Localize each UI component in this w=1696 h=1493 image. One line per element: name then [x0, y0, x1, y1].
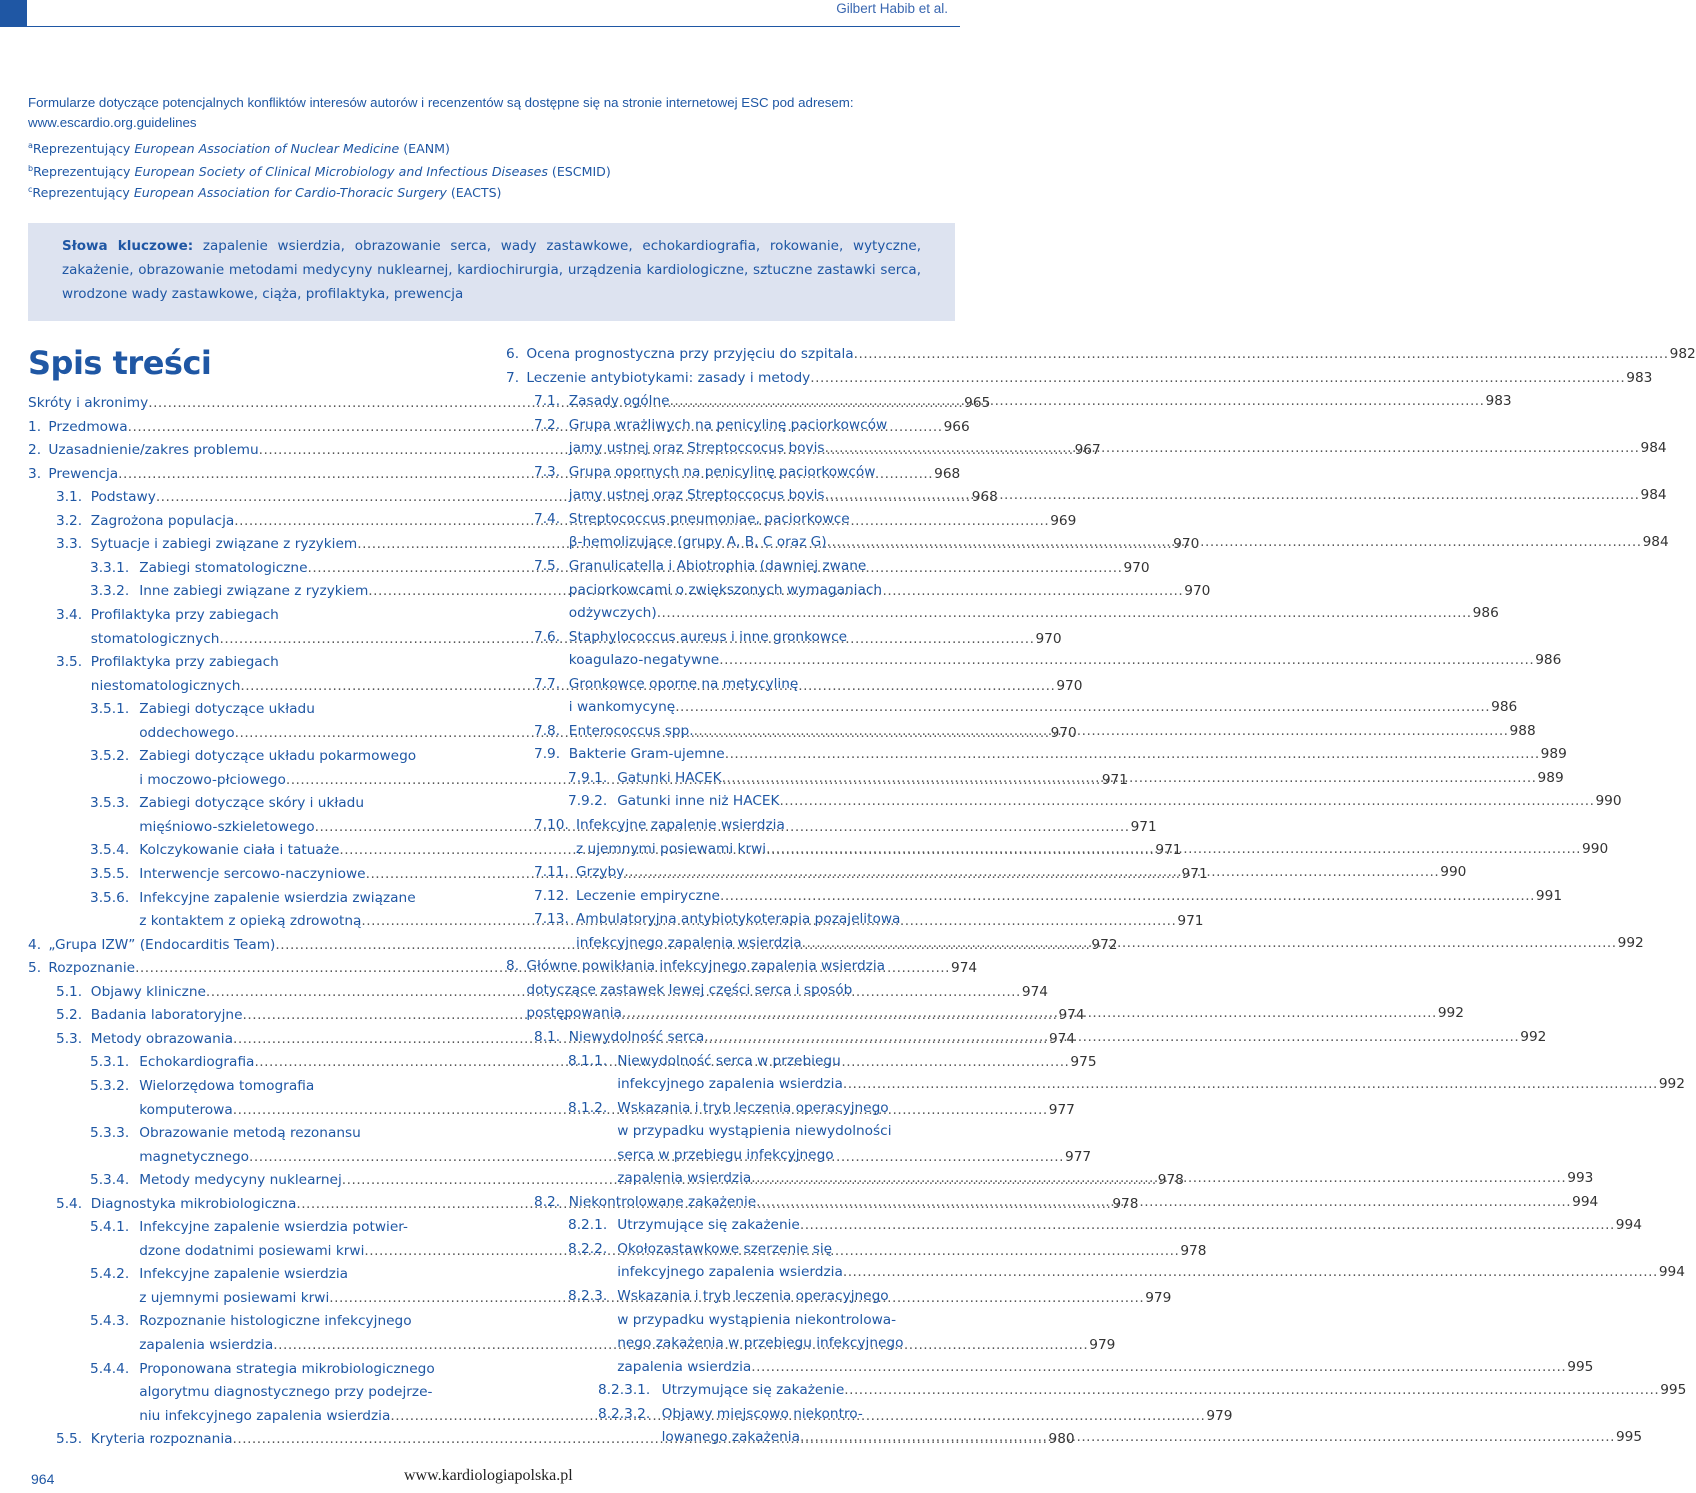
header-rule [27, 26, 960, 27]
toc-entry[interactable] [617, 1261, 1685, 1284]
toc-entry[interactable] [569, 579, 953, 602]
toc-entry-title: Wskazania i tryb leczenia operacyjnego [617, 1099, 889, 1116]
toc-entry-title: Okołozastawkowe szerzenie się [617, 1240, 833, 1257]
toc-entry-title: Staphylococcus aureus i inne gronkowce [568, 628, 848, 645]
toc-entry-title: mięśniowo-szkieletowego [139, 818, 315, 835]
toc-entry-title: Gronkowce oporne na metycylinę [568, 675, 799, 692]
toc-entry-title: Infekcyjne zapalenie wsierdzia [576, 817, 785, 833]
toc-entry-page: 990 [1440, 864, 1467, 881]
toc-entry-page: 970 [1123, 559, 1150, 576]
toc-entry-page: 971 [1155, 842, 1182, 859]
toc-entry-page: 993 [1567, 1170, 1594, 1187]
toc-entry[interactable] [598, 1379, 1687, 1402]
toc-entry[interactable] [139, 1381, 478, 1404]
toc-entry-title: Zagrożona populacja [90, 512, 235, 529]
toc-entry-title: infekcyjnego zapalenia wsierdzia [617, 1264, 843, 1281]
toc-entry-page: 991 [1535, 887, 1563, 904]
toc-entry-title: jamy ustnej oraz Streptoccocus bovis [568, 487, 825, 504]
toc-entry-title: z ujemnymi posiewami krwi [576, 840, 767, 857]
toc-entry[interactable] [90, 1263, 478, 1286]
toc-leader-dots [810, 367, 1625, 390]
toc-leader-dots [622, 1002, 1437, 1025]
toc-entry[interactable] [526, 979, 953, 1002]
toc-entry-title: Proponowana strategia mikrobiologicznego [139, 1360, 435, 1377]
toc-entry-page: 992 [1437, 1005, 1464, 1022]
toc-entry-page: 970 [1056, 677, 1083, 694]
toc-entry[interactable] [534, 461, 953, 484]
toc-entry-number: 3.5.1. [90, 701, 130, 718]
toc-entry-title: β-hemolizujące (grupy A, B, C oraz G) [568, 534, 827, 551]
toc-entry-title: Kolczykowanie ciała i tatuaże [139, 842, 340, 859]
toc-entry[interactable] [568, 790, 1622, 813]
toc-entry-title: Zabiegi stomatologiczne [139, 559, 308, 576]
toc-entry[interactable] [617, 1073, 1685, 1096]
toc-entry-number: 7. [506, 369, 520, 386]
toc-entry-page: 970 [1184, 583, 1211, 600]
toc-entry[interactable] [617, 1120, 953, 1143]
toc-entry[interactable] [506, 367, 1653, 390]
toc-entry-page: 979 [1089, 1337, 1116, 1353]
toc-leader-dots [854, 343, 1669, 366]
toc-entry-title: i moczowo-płciowego [139, 771, 286, 788]
toc-entry[interactable] [90, 887, 478, 910]
toc-entry-title: postępowania [526, 1005, 622, 1022]
toc-entry-number: 8.2.3.2. [598, 1405, 651, 1422]
toc-leader-dots [800, 1426, 1615, 1449]
toc-entry[interactable] [568, 602, 1499, 625]
toc-entry[interactable] [568, 1238, 953, 1261]
toc-entry-title: zapalenia wsierdzia [617, 1358, 752, 1375]
toc-entry-title: Enterococcus spp. [568, 722, 694, 739]
toc-entry-title: Niewydolność serca [568, 1028, 705, 1045]
toc-entry-page: 971 [1181, 866, 1208, 882]
toc-entry-page: 977 [1048, 1101, 1075, 1118]
toc-entry-number: 7.2. [534, 416, 561, 433]
footer-url: www.kardiologiapolska.pl [404, 1467, 573, 1484]
toc-entry[interactable] [56, 604, 478, 627]
toc-entry-number: 7.13. [534, 911, 569, 928]
toc-entry[interactable] [90, 745, 478, 768]
toc-entry-page: 972 [1091, 936, 1118, 953]
toc-entry-title: Utrzymujące się zakażenie [661, 1382, 845, 1399]
toc-entry-number: 8.2.3. [568, 1288, 608, 1304]
toc-entry-number: 1. [28, 418, 42, 435]
toc-entry-title: nego zakażenia w przebiegu infekcyjnego [617, 1335, 904, 1352]
toc-leader-dots [657, 602, 1472, 625]
toc-entry-number: 3.5.5. [90, 866, 130, 882]
toc-entry[interactable] [90, 1216, 478, 1239]
toc-entry-title: Niewydolność serca w przebiegu [617, 1052, 841, 1069]
toc-entry-number: 5.3.3. [90, 1125, 130, 1142]
toc-entry-page: 986 [1491, 699, 1518, 716]
keywords-box [28, 223, 955, 321]
toc-entry-title: Rozpoznanie [48, 960, 136, 977]
toc-entry-page: 988 [1509, 722, 1536, 739]
toc-entry-page: 983 [1485, 393, 1512, 410]
toc-entry[interactable] [534, 814, 953, 837]
toc-entry-title: Echokardiografia [139, 1054, 255, 1071]
toc-entry-number: 7.10. [534, 817, 569, 833]
toc-entry[interactable] [568, 649, 1562, 672]
toc-entry-number: 3.3. [56, 536, 83, 553]
toc-entry-title: z ujemnymi posiewami krwi [139, 1289, 330, 1306]
toc-entry[interactable] [617, 1144, 953, 1167]
toc-entry-title: Infekcyjne zapalenie wsierdzia potwier- [139, 1219, 408, 1236]
toc-leader-dots [802, 932, 1617, 955]
affiliation-c: $^c$Reprezentujący European Association for Cardio-Thoracic Surgery (EACTS) [28, 185, 502, 200]
toc-entry-title: Przedmowa [48, 418, 128, 435]
toc-entry-number: 7.7. [534, 675, 561, 692]
toc-entry-title: Badania laboratoryjne [90, 1007, 243, 1024]
toc-entry-title: z kontaktem z opieką zdrowotną [139, 913, 362, 930]
toc-entry-title: Skróty i akronimy [28, 395, 149, 411]
toc-entry[interactable] [56, 651, 478, 674]
toc-entry-title: Inne zabiegi związane z ryzykiem [139, 583, 369, 600]
toc-entry-number: 5.3.4. [90, 1172, 130, 1189]
toc-entry-page: 984 [1642, 534, 1669, 551]
toc-entry-title: infekcyjnego zapalenia wsierdzia [576, 934, 802, 951]
toc-entry-title: w przypadku wystąpienia niewydolności [617, 1123, 892, 1140]
toc-entry-number: 5.3. [56, 1030, 83, 1047]
toc-entry-number: 7.9. [534, 746, 561, 763]
toc-entry-title: Główne powikłania infekcyjnego zapalenia wsierdzia [526, 958, 886, 975]
toc-leader-dots [800, 1214, 1615, 1237]
toc-entry-page: 967 [1074, 442, 1101, 459]
toc-entry-title: Leczenie empiryczne [576, 887, 720, 904]
toc-entry-number: 5.5. [56, 1431, 83, 1448]
toc-entry-number: 3.5.4. [90, 842, 130, 859]
toc-entry-page: 986 [1535, 652, 1562, 669]
toc-entry-page: 968 [971, 489, 998, 506]
toc-entry-page: 995 [1660, 1382, 1687, 1399]
toc-entry[interactable] [90, 698, 478, 721]
toc-leader-dots [844, 1379, 1659, 1402]
toc-entry-page: 984 [1640, 440, 1667, 457]
toc-entry-number: 6. [506, 346, 520, 362]
toc-entry-page: 990 [1582, 840, 1609, 857]
toc-entry-number: 3.4. [56, 606, 83, 623]
toc-entry-number: 8.2.1. [568, 1217, 608, 1234]
toc-entry[interactable] [534, 743, 1567, 766]
toc-entry-page: 983 [1626, 369, 1653, 386]
toc-entry-number: 5.3.2. [90, 1077, 130, 1094]
toc-entry[interactable] [598, 1403, 953, 1426]
toc-entry-title: zapalenia wsierdzia [617, 1170, 752, 1187]
toc-entry-number: 5.3.1. [90, 1054, 130, 1071]
toc-entry-page: 982 [1669, 346, 1696, 362]
toc-entry[interactable] [534, 885, 1563, 908]
toc-entry-number: 3.3.1. [90, 559, 130, 576]
toc-entry-title: komputerowa [139, 1101, 233, 1118]
toc-entry-title: Bakterie Gram-ujemne [568, 746, 725, 763]
toc-entry[interactable] [90, 792, 478, 815]
toc-entry-number: 5.4.3. [90, 1313, 130, 1330]
toc-entry[interactable] [90, 1358, 478, 1381]
toc-entry-number: 3.2. [56, 512, 83, 529]
toc-leader-dots [624, 861, 1439, 884]
toc-entry-number: 3.5. [56, 654, 83, 671]
toc-entry-number: 8.1.1. [568, 1052, 608, 1069]
toc-entry-title: lowanego zakażenia [661, 1429, 800, 1446]
toc-leader-dots [843, 1073, 1658, 1096]
toc-entry-title: Wielorzędowa tomografia [139, 1077, 315, 1094]
toc-entry-number: 4. [28, 936, 42, 953]
toc-entry-number: 3.5.3. [90, 795, 130, 812]
toc-entry-page: 989 [1537, 769, 1564, 786]
toc-entry-page: 992 [1520, 1028, 1547, 1045]
running-header-author: Gilbert Habib et al. [836, 1, 948, 16]
toc-entry-page: 990 [1595, 793, 1622, 810]
toc-entry-page: 965 [964, 395, 991, 411]
toc-entry-title: Interwencje sercowo-naczyniowe [139, 866, 366, 882]
toc-leader-dots [827, 531, 1642, 554]
toc-entry-number: 7.5. [534, 557, 561, 574]
toc-entry-number: 3.1. [56, 489, 83, 506]
toc-entry-title: Infekcyjne zapalenie wsierdzia [139, 1266, 349, 1283]
toc-entry-title: Podstawy [90, 489, 156, 506]
toc-entry[interactable] [534, 508, 953, 531]
toc-entry-number: 7.9.1. [568, 769, 608, 786]
toc-entry-page: 986 [1472, 605, 1499, 622]
toc-entry-number: 7.4. [534, 510, 561, 527]
toc-entry-page: 980 [1048, 1431, 1075, 1448]
toc-entry-title: Kryteria rozpoznania [90, 1431, 233, 1448]
toc-entry-page: 979 [1206, 1407, 1233, 1424]
toc-entry-page: 975 [1070, 1054, 1097, 1071]
toc-entry-number: 3.5.6. [90, 889, 130, 906]
toc-leader-dots [720, 885, 1535, 908]
toc-leader-dots [719, 649, 1534, 672]
toc-entry[interactable] [506, 343, 1696, 366]
toc-entry-page: 978 [1112, 1195, 1139, 1212]
toc-leader-dots [675, 696, 1490, 719]
toc-title: Spis treści [28, 344, 212, 382]
toc-entry-title: zapalenia wsierdzia [139, 1337, 274, 1353]
toc-entry[interactable] [617, 1309, 953, 1332]
toc-entry[interactable] [90, 1075, 478, 1098]
toc-entry-page: 995 [1615, 1429, 1643, 1446]
toc-entry-title: dotyczące zastawek lewej części serca i sposób [526, 981, 853, 998]
toc-entry-page: 966 [943, 418, 970, 435]
toc-entry-title: dzone dodatnimi posiewami krwi [139, 1242, 365, 1259]
toc-entry-title: infekcyjnego zapalenia wsierdzia [617, 1076, 843, 1093]
toc-leader-dots [780, 790, 1595, 813]
toc-entry-title: Objawy kliniczne [90, 983, 206, 1000]
toc-entry-page: 971 [1130, 818, 1157, 835]
toc-entry-number: 7.12. [534, 887, 569, 904]
toc-entry-title: Sytuacje i zabiegi związane z ryzykiem [90, 536, 358, 553]
toc-entry-title: Profilaktyka przy zabiegach [90, 654, 279, 671]
toc-entry[interactable] [534, 908, 953, 931]
toc-entry-title: Prewencja [48, 465, 119, 482]
toc-entry-title: Zabiegi dotyczące skóry i układu [139, 795, 365, 812]
toc-entry-page: 971 [1177, 913, 1204, 930]
toc-entry-title: Wskazania i tryb leczenia operacyjnego [617, 1288, 889, 1304]
toc-entry-number: 8.1. [534, 1028, 561, 1045]
toc-entry-page: 994 [1658, 1264, 1685, 1281]
toc-entry[interactable] [568, 1050, 953, 1073]
keywords-text: Słowa kluczowe: zapalenie wsierdzia, obrazowanie serca, wady zastawkowe, echokardiografia, rokowanie, wytyczne, zakażenie, obrazowanie metodami medycyny nuklearnej, kardiochirurgia, urządzenia kardiologiczne, sztuczne zastawki serca, wrodzone wady zastawkowe, ciąża, profilaktyka, prewencja [62, 238, 921, 302]
toc-entry-number: 7.6. [534, 628, 561, 645]
toc-entry-number: 8.2.2. [568, 1240, 608, 1257]
toc-entry[interactable] [534, 626, 953, 649]
toc-entry-title: algorytmu diagnostycznego przy podejrze- [139, 1384, 433, 1401]
toc-entry-number: 2. [28, 442, 42, 459]
toc-entry-title: Metody medycyny nuklearnej [139, 1172, 342, 1189]
toc-entry-number: 5.4. [56, 1195, 83, 1212]
toc-entry-title: Diagnostyka mikrobiologiczna [90, 1195, 297, 1212]
toc-entry-page: 977 [1064, 1148, 1092, 1165]
disclosure-note: Formularze dotyczące potencjalnych konfliktów interesów autorów i recenzentów są dostępne się na stronie internetowej ESC pod adresem: www.escardio.org.guidelines [28, 95, 854, 130]
toc-entry-number: 7.8. [534, 722, 561, 739]
toc-entry-title: Objawy miejscowo niekontro- [661, 1405, 863, 1422]
toc-entry[interactable] [534, 555, 953, 578]
toc-entry-title: Gatunki HACEK [617, 769, 722, 786]
toc-entry-page: 968 [934, 465, 961, 482]
keywords-label: Słowa kluczowe: [62, 238, 194, 254]
toc-entry-number: 7.9.2. [568, 793, 608, 810]
toc-entry-title: Metody obrazowania [90, 1030, 233, 1047]
toc-entry-page: 974 [951, 960, 978, 977]
toc-entry-title: stomatologicznych [90, 630, 220, 647]
toc-entry-title: Profilaktyka przy zabiegach [90, 606, 279, 623]
toc-entry-number: 7.3. [534, 463, 561, 480]
toc-entry-number: 5.1. [56, 983, 83, 1000]
toc-entry-title: koagulazo-negatywne [568, 652, 720, 669]
toc-entry-title: niestomatologicznych [90, 677, 241, 694]
toc-leader-dots [670, 390, 1485, 413]
toc-leader-dots [825, 437, 1640, 460]
toc-entry-page: 970 [1050, 724, 1077, 741]
toc-entry-title: paciorkowcami o zwiększonych wymaganiach [568, 581, 883, 598]
toc-entry-title: Niekontrolowane zakażenie [568, 1193, 757, 1210]
toc-leader-dots [751, 1356, 1566, 1379]
toc-entry[interactable] [90, 1122, 478, 1145]
toc-entry-title: Infekcyjne zapalenie wsierdzia związane [139, 889, 416, 906]
toc-entry-title: Zabiegi dotyczące układu pokarmowego [139, 748, 417, 765]
toc-entry-number: 8. [506, 958, 520, 975]
toc-entry-title: Zabiegi dotyczące układu [139, 701, 315, 718]
toc-entry-title: Ocena prognostyczna przy przyjęciu do szpitala [526, 346, 854, 362]
toc-entry-title: Ambulatoryjna antybiotykoterapia pozajelitowa [576, 911, 901, 928]
toc-entry-title: Leczenie antybiotykami: zasady i metody [526, 369, 811, 386]
affiliation-a: $^a$Reprezentujący European Association of Nuclear Medicine (EANM) [28, 141, 450, 156]
toc-entry-page: 978 [1180, 1242, 1207, 1259]
toc-entry-page: 970 [1173, 536, 1200, 553]
toc-leader-dots [843, 1261, 1658, 1284]
toc-entry-page: 994 [1615, 1217, 1642, 1234]
toc-leader-dots [751, 1167, 1566, 1190]
toc-entry-page: 970 [1035, 630, 1062, 647]
toc-entry[interactable] [90, 1310, 478, 1333]
toc-leader-dots [694, 720, 1509, 743]
toc-entry[interactable] [506, 955, 953, 978]
toc-entry-title: Grupa wrażliwych na penicylinę paciorkowców [568, 416, 888, 433]
toc-entry-title: Obrazowanie metodą rezonansu [139, 1125, 361, 1142]
toc-entry-number: 5.4.2. [90, 1266, 130, 1283]
toc-entry[interactable] [534, 673, 953, 696]
toc-entry-title: Zasady ogólne [568, 393, 670, 410]
toc-entry-number: 8.2.3.1. [598, 1382, 651, 1399]
toc-entry-title: Grupa opornych na penicylinę paciorkowców [568, 463, 876, 480]
toc-entry[interactable] [568, 1285, 953, 1308]
toc-entry-number: 5. [28, 960, 42, 977]
toc-entry-page: 995 [1567, 1358, 1594, 1375]
toc-leader-dots [756, 1191, 1571, 1214]
toc-entry-title: jamy ustnej oraz Streptoccocus bovis [568, 440, 825, 457]
toc-entry-number: 3.5.2. [90, 748, 130, 765]
toc-leader-dots [825, 484, 1640, 507]
toc-leader-dots [722, 767, 1537, 790]
toc-entry-title: „Grupa IZW” (Endocarditis Team) [48, 936, 276, 953]
toc-entry-title: Grzyby [576, 864, 625, 881]
toc-entry-page: 978 [1157, 1172, 1184, 1189]
toc-entry-page: 984 [1640, 487, 1667, 504]
toc-entry[interactable] [617, 1356, 1594, 1379]
toc-leader-dots [704, 1026, 1519, 1049]
toc-entry-title: Streptococcus pneumoniae, paciorkowce [568, 510, 850, 527]
toc-leader-dots [725, 743, 1540, 766]
toc-entry-number: 5.4.1. [90, 1219, 130, 1236]
toc-entry-page: 974 [1058, 1007, 1085, 1024]
toc-entry-page: 979 [1145, 1289, 1172, 1306]
toc-entry[interactable] [568, 696, 1518, 719]
toc-entry-title: Granulicatella i Abiotrophia (dawniej zwane [568, 557, 867, 574]
page-number: 964 [31, 1471, 55, 1487]
toc-entry-page: 971 [1101, 771, 1128, 788]
toc-entry-number: 5.4.4. [90, 1360, 130, 1377]
corner-block [0, 0, 27, 27]
toc-entry[interactable] [568, 1097, 953, 1120]
toc-entry-page: 974 [1048, 1030, 1076, 1047]
toc-entry[interactable] [534, 414, 953, 437]
toc-entry[interactable] [617, 1332, 953, 1355]
toc-entry-title: Utrzymujące się zakażenie [617, 1217, 800, 1234]
toc-entry-page: 969 [1050, 512, 1077, 529]
toc-entry-title: oddechowego [139, 724, 235, 741]
toc-entry-title: serca w przebiegu infekcyjnego [617, 1146, 834, 1163]
toc-entry-number: 5.2. [56, 1007, 83, 1024]
toc-entry-number: 3.3.2. [90, 583, 130, 600]
toc-entry-title: i wankomycynę [568, 699, 676, 716]
toc-entry[interactable] [568, 1214, 1642, 1237]
toc-entry-title: Rozpoznanie histologiczne infekcyjnego [139, 1313, 412, 1330]
toc-entry-number: 8.1.2. [568, 1099, 608, 1116]
toc-entry-page: 994 [1572, 1193, 1599, 1210]
toc-entry-number: 8.2. [534, 1193, 561, 1210]
toc-entry-title: w przypadku wystąpienia niekontrolowa- [617, 1311, 897, 1328]
toc-entry-number: 3. [28, 465, 42, 482]
toc-entry-title: Uzasadnienie/zakres problemu [48, 442, 259, 459]
toc-entry-title: Gatunki inne niż HACEK [617, 793, 780, 810]
affiliation-b: $^b$Reprezentujący European Society of Clinical Microbiology and Infectious Diseases (ESCMID) [28, 164, 611, 179]
toc-entry-page: 992 [1617, 934, 1644, 951]
toc-entry-number: 7.11. [534, 864, 569, 881]
toc-entry-page: 989 [1540, 746, 1567, 763]
toc-entry-page: 974 [1021, 983, 1049, 1000]
toc-entry-title: magnetycznego [139, 1148, 250, 1165]
toc-leader-dots [766, 838, 1581, 861]
toc-entry-title: odżywczych) [568, 605, 657, 622]
toc-entry-title: niu infekcyjnego zapalenia wsierdzia [139, 1407, 391, 1424]
toc-entry-number: 7.1. [534, 393, 561, 410]
toc-entry-page: 992 [1658, 1076, 1685, 1093]
